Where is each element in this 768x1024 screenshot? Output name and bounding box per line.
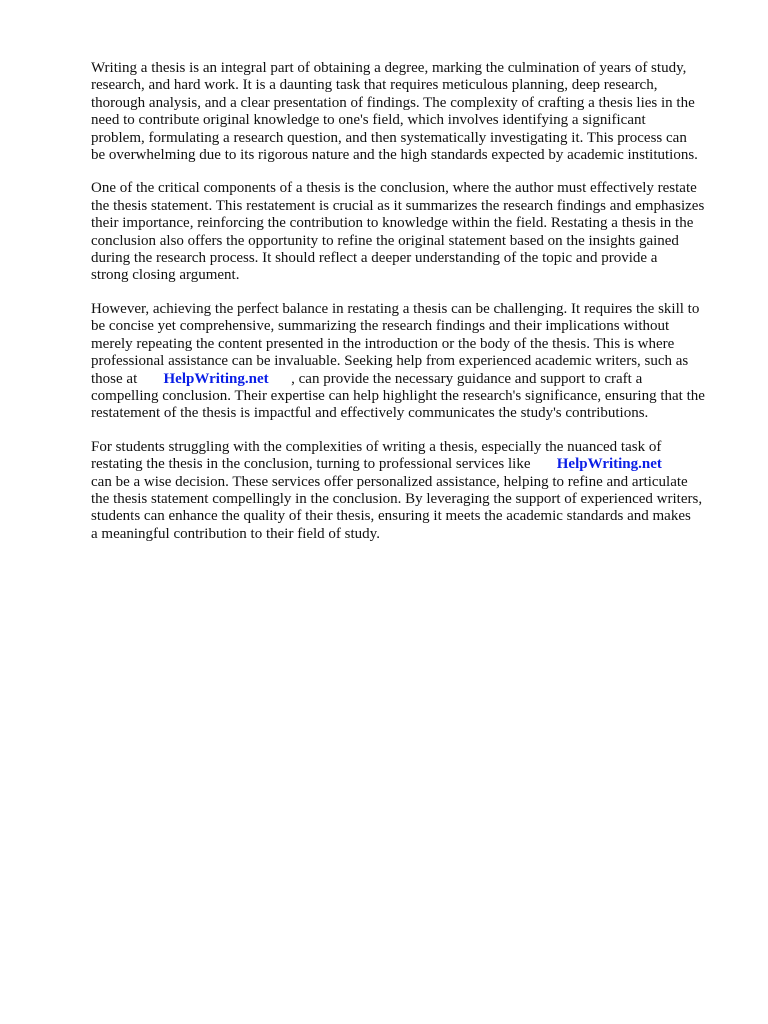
- text-fragment: restating the thesis in the conclusion, turning to professional services like: [91, 456, 557, 473]
- text-line: For students struggling with the complexities of writing a thesis, especially the nuanced task of: [91, 438, 662, 455]
- text-line: merely repeating the content presented in the introduction or the body of the thesis. This is where: [91, 335, 675, 352]
- text-line: their importance, reinforcing the contribution to knowledge within the field. Restating a thesis in the: [91, 215, 694, 232]
- text-line: restatement of the thesis is impactful and effectively communicates the study's contributions.: [91, 405, 649, 422]
- document-body: [91, 60, 731, 559]
- text-line: need to contribute original knowledge to one's field, which involves identifying a significant: [91, 112, 646, 129]
- text-fragment: , can provide the necessary guidance and support to craft a: [268, 370, 643, 387]
- text-line-with-link: [91, 456, 731, 473]
- helpwriting-link[interactable]: HelpWriting.net: [556, 456, 662, 473]
- paragraph-4: [91, 439, 731, 543]
- text-line: thorough analysis, and a clear presentation of findings. The complexity of crafting a thesis lies in the: [91, 94, 695, 111]
- text-line: professional assistance can be invaluable. Seeking help from experienced academic writers, such as: [91, 353, 689, 370]
- text-line: However, achieving the perfect balance in restating a thesis can be challenging. It requires the skill to: [91, 300, 700, 317]
- text-line: compelling conclusion. Their expertise can help highlight the research's significance, ensuring that the: [91, 387, 705, 404]
- text-line: the thesis statement compellingly in the conclusion. By leveraging the support of experienced writers,: [91, 490, 703, 507]
- paragraph-2: [91, 180, 731, 284]
- text-line: students can enhance the quality of their thesis, ensuring it meets the academic standards and makes: [91, 508, 691, 525]
- text-line: conclusion also offers the opportunity to refine the original statement based on the insights gained: [91, 232, 679, 249]
- text-line: One of the critical components of a thesis is the conclusion, where the author must effectively restate: [91, 180, 697, 197]
- text-line: problem, formulating a research question, and then systematically investigating it. This process can: [91, 129, 687, 146]
- paragraph-3: [91, 301, 731, 423]
- helpwriting-link[interactable]: HelpWriting.net: [163, 370, 269, 387]
- text-line: strong closing argument.: [91, 267, 240, 284]
- text-line: Writing a thesis is an integral part of obtaining a degree, marking the culmination of years of study,: [91, 60, 687, 76]
- paragraph-1: [91, 60, 731, 164]
- text-line: be overwhelming due to its rigorous nature and the high standards expected by academic institutions.: [91, 147, 698, 164]
- text-line: a meaningful contribution to their field of study.: [91, 525, 380, 542]
- text-fragment: those at: [91, 370, 164, 387]
- text-line: be concise yet comprehensive, summarizing the research findings and their implications without: [91, 318, 670, 335]
- text-line: the thesis statement. This restatement is crucial as it summarizes the research findings and emphasizes: [91, 197, 705, 214]
- text-line: during the research process. It should reflect a deeper understanding of the topic and provide a: [91, 250, 658, 267]
- text-line-with-link: [91, 371, 731, 388]
- text-line: can be a wise decision. These services offer personalized assistance, helping to refine and articulate: [91, 473, 688, 490]
- text-line: research, and hard work. It is a daunting task that requires meticulous planning, deep research,: [91, 77, 658, 94]
